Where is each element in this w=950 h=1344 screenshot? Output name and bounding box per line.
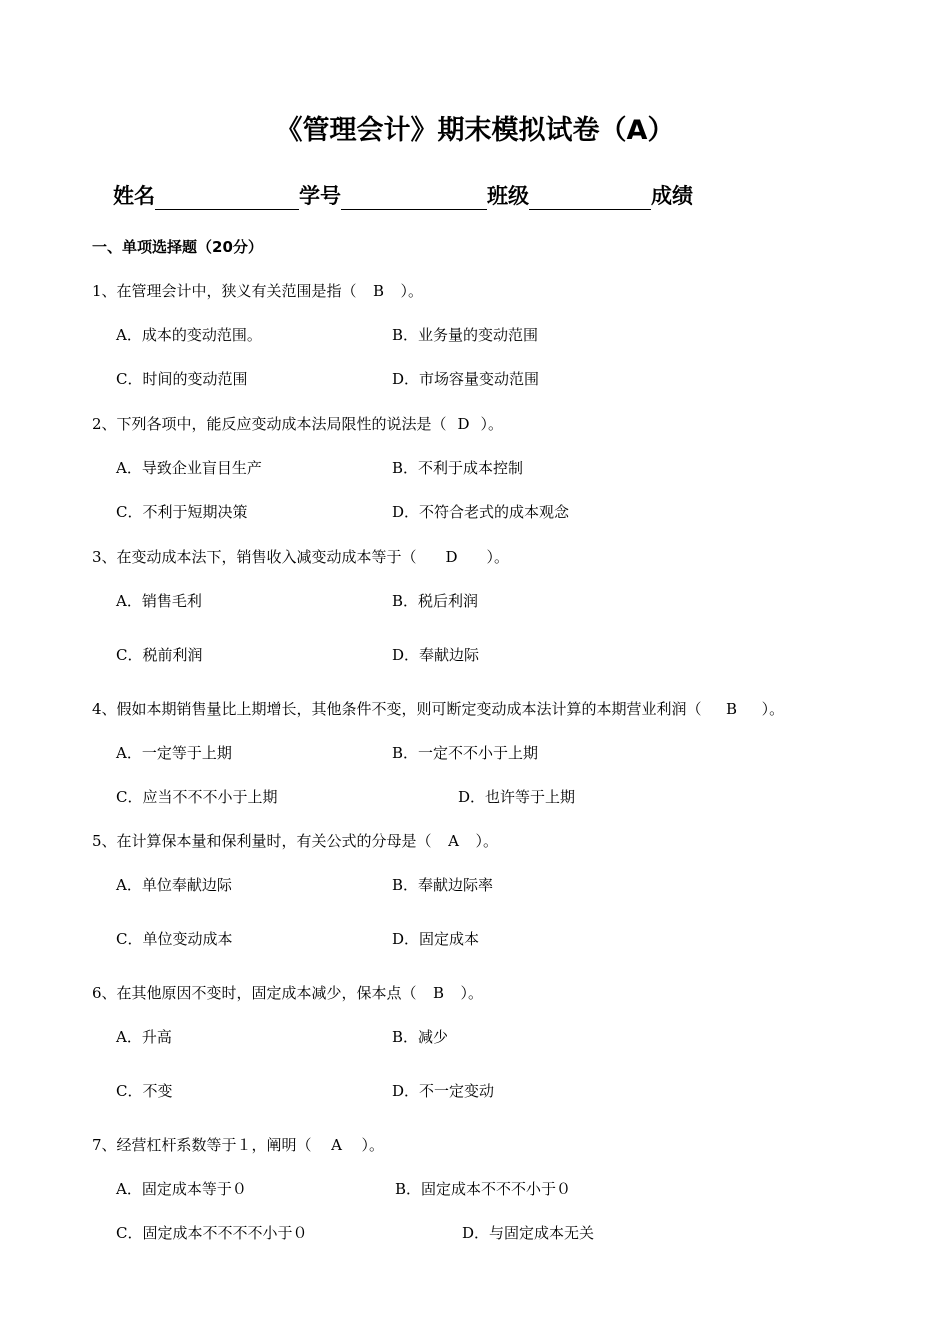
option-c: C．不变: [116, 1082, 173, 1100]
option-d: D．奉献边际: [392, 646, 480, 664]
option-c: C．不利于短期决策: [116, 503, 248, 521]
name-label: 姓名: [113, 184, 155, 208]
question-4: [92, 698, 784, 719]
option-a: A．固定成本等于０: [116, 1180, 247, 1198]
answer-mark: D: [445, 548, 458, 566]
question-1: [92, 280, 423, 301]
question-stem: 2、下列各项中，能反应变动成本法局限性的说法是（: [92, 415, 447, 433]
option-a: A．导致企业盲目生产: [116, 459, 262, 477]
answer-mark: D: [457, 415, 470, 433]
question-7: [92, 1134, 384, 1155]
option-b: B．固定成本不不不小于０: [395, 1180, 572, 1198]
option-b: B．业务量的变动范围: [392, 326, 539, 344]
question-stem-end: ）。: [486, 548, 510, 566]
question-stem: 1、在管理会计中，狭义有关范围是指（: [92, 282, 357, 300]
option-b: B．一定不不小于上期: [392, 744, 539, 762]
answer-mark: B: [433, 984, 445, 1002]
question-stem: 5、在计算保本量和保利量时，有关公式的分母是（: [92, 832, 432, 850]
question-stem-end: ）。: [361, 1136, 385, 1154]
id-blank[interactable]: [341, 187, 487, 210]
answer-mark: A: [448, 832, 459, 850]
option-a: A．单位奉献边际: [116, 876, 232, 894]
score-label: 成绩: [651, 184, 693, 208]
option-a: A．一定等于上期: [116, 744, 232, 762]
question-3: [92, 546, 509, 567]
student-info-line: [113, 180, 693, 210]
option-b: B．奉献边际率: [392, 876, 494, 894]
answer-mark: B: [373, 282, 385, 300]
question-stem-end: ）。: [460, 984, 484, 1002]
option-c: C．税前利润: [116, 646, 203, 664]
name-blank[interactable]: [155, 187, 299, 210]
class-blank[interactable]: [529, 187, 651, 210]
answer-mark: B: [726, 700, 738, 718]
question-stem-end: ）。: [480, 415, 504, 433]
id-label: 学号: [299, 184, 341, 208]
option-a: A．销售毛利: [116, 592, 202, 610]
option-d: D．固定成本: [392, 930, 480, 948]
question-stem-end: ）。: [475, 832, 499, 850]
option-d: D．不符合老式的成本观念: [392, 503, 570, 521]
option-a: A．成本的变动范围。: [116, 326, 262, 344]
question-5: [92, 830, 498, 851]
option-d: D．也许等于上期: [458, 788, 576, 806]
option-d: D．不一定变动: [392, 1082, 495, 1100]
question-stem-end: ）。: [761, 700, 785, 718]
section-heading: 一、单项选择题（20分）: [92, 238, 263, 256]
option-d: D．与固定成本无关: [462, 1224, 595, 1242]
question-2: [92, 413, 503, 434]
question-stem: 6、在其他原因不变时，固定成本减少，保本点（: [92, 984, 417, 1002]
option-c: C．时间的变动范围: [116, 370, 248, 388]
question-6: [92, 982, 483, 1003]
option-a: A．升高: [116, 1028, 172, 1046]
question-stem: 7、经营杠杆系数等于１，阐明（: [92, 1136, 312, 1154]
question-stem-end: ）。: [400, 282, 424, 300]
option-b: B．税后利润: [392, 592, 479, 610]
option-c: C．固定成本不不不不小于０: [116, 1224, 308, 1242]
page-title: 《管理会计》期末模拟试卷（A）: [275, 115, 675, 146]
option-d: D．市场容量变动范围: [392, 370, 540, 388]
option-c: C．应当不不不小于上期: [116, 788, 278, 806]
option-b: B．减少: [392, 1028, 449, 1046]
answer-mark: A: [331, 1136, 342, 1154]
option-c: C．单位变动成本: [116, 930, 233, 948]
question-stem: 4、假如本期销售量比上期增长，其他条件不变，则可断定变动成本法计算的本期营业利润（: [92, 700, 702, 718]
question-stem: 3、在变动成本法下，销售收入减变动成本等于（: [92, 548, 417, 566]
option-b: B．不利于成本控制: [392, 459, 524, 477]
class-label: 班级: [487, 184, 529, 208]
